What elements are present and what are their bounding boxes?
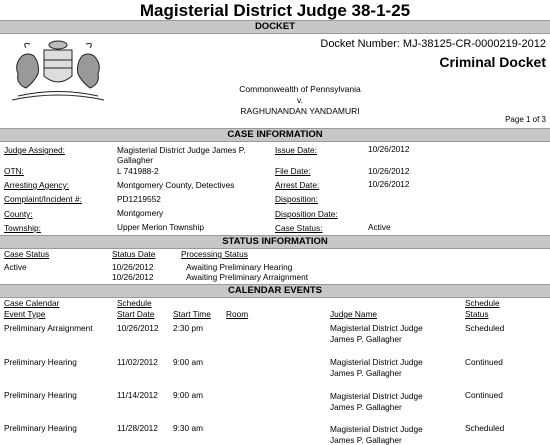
status-case-status-value: Active bbox=[4, 262, 27, 272]
otn-label: OTN: bbox=[4, 166, 24, 176]
file-date-label: File Date: bbox=[275, 166, 311, 176]
col-room: Room bbox=[226, 309, 249, 319]
complaint-value: PD1219552 bbox=[117, 194, 161, 204]
col-case-status: Case Status bbox=[4, 249, 50, 259]
event-judge: Magisterial District Judge bbox=[330, 424, 423, 434]
township-value: Upper Merion Township bbox=[117, 222, 205, 232]
page-title: Magisterial District Judge 38-1-25 bbox=[139, 1, 411, 20]
event-judge-name: James P. Gallagher bbox=[330, 402, 402, 412]
event-date: 10/26/2012 bbox=[117, 323, 159, 333]
arresting-agency-value: Montgomery County, Detectives bbox=[117, 180, 235, 190]
event-judge: Magisterial District Judge bbox=[330, 323, 423, 333]
status-row-date: 10/26/2012 bbox=[112, 262, 154, 272]
event-type: Preliminary Arraignment bbox=[4, 323, 93, 333]
col-processing-status: Processing Status bbox=[181, 249, 248, 259]
event-status: Continued bbox=[465, 390, 503, 400]
event-judge: Magisterial District Judge bbox=[330, 357, 423, 367]
file-date-value: 10/26/2012 bbox=[368, 166, 410, 176]
disposition-date-label: Disposition Date: bbox=[275, 209, 338, 219]
col-start-date: Start Date bbox=[117, 309, 155, 319]
township-label: Township: bbox=[4, 223, 41, 233]
calendar-events-header: CALENDAR EVENTS bbox=[0, 284, 550, 298]
caption-defendant: RAGHUNANDAN YANDAMURI bbox=[240, 106, 360, 116]
col-case-calendar: Case Calendar bbox=[4, 298, 60, 308]
county-value: Montgomery bbox=[117, 208, 164, 218]
event-date: 11/28/2012 bbox=[117, 423, 158, 433]
status-row-status: Awaiting Preliminary Hearing bbox=[186, 262, 293, 272]
col-schedule-status: Schedule bbox=[465, 298, 500, 308]
docket-number: Docket Number: MJ-38125-CR-0000219-2012 bbox=[320, 38, 546, 50]
event-judge: Magisterial District Judge bbox=[330, 391, 423, 401]
county-label: County: bbox=[4, 209, 33, 219]
event-status: Scheduled bbox=[465, 423, 505, 433]
event-judge-name: James P. Gallagher bbox=[330, 435, 402, 445]
event-type: Preliminary Hearing bbox=[4, 390, 77, 400]
case-status-value: Active bbox=[368, 222, 391, 232]
judge-assigned-value: Magisterial District Judge James P. bbox=[117, 145, 246, 155]
col-status: Status bbox=[465, 309, 489, 319]
case-status-label: Case Status: bbox=[275, 223, 323, 233]
complaint-label: Complaint/Incident #: bbox=[4, 194, 82, 204]
col-judge-name: Judge Name bbox=[330, 309, 378, 319]
event-date: 11/02/2012 bbox=[117, 357, 158, 367]
event-type: Preliminary Hearing bbox=[4, 357, 77, 367]
arresting-agency-label: Arresting Agency: bbox=[4, 180, 70, 190]
caption-plaintiff: Commonwealth of Pennsylvania bbox=[239, 84, 361, 94]
page-number: Page 1 of 3 bbox=[505, 115, 546, 124]
event-status: Scheduled bbox=[465, 323, 505, 333]
event-time: 9:00 am bbox=[173, 390, 203, 400]
otn-value: L 741988-2 bbox=[117, 166, 159, 176]
event-type: Preliminary Hearing bbox=[4, 423, 77, 433]
arrest-date-value: 10/26/2012 bbox=[368, 179, 410, 189]
col-event-type: Event Type bbox=[4, 309, 46, 319]
status-row-status: Awaiting Preliminary Arraignment bbox=[186, 272, 309, 282]
docket-header: DOCKET bbox=[0, 20, 550, 34]
col-status-date: Status Date bbox=[112, 249, 156, 259]
col-start-time: Start Time bbox=[173, 309, 211, 319]
col-schedule: Schedule bbox=[117, 298, 152, 308]
event-judge-name: James P. Gallagher bbox=[330, 334, 402, 344]
case-information-header: CASE INFORMATION bbox=[0, 128, 550, 142]
caption-versus: v. bbox=[297, 95, 303, 105]
pennsylvania-seal-icon bbox=[4, 38, 112, 104]
status-information-header: STATUS INFORMATION bbox=[0, 235, 550, 249]
status-row-date: 10/26/2012 bbox=[112, 272, 154, 282]
docket-type: Criminal Docket bbox=[439, 54, 546, 70]
judge-assigned-value-cont: Gallagher bbox=[117, 155, 153, 165]
judge-assigned-label: Judge Assigned: bbox=[4, 145, 65, 155]
issue-date-value: 10/26/2012 bbox=[368, 144, 410, 154]
event-status: Continued bbox=[465, 357, 503, 367]
event-judge-name: James P. Gallagher bbox=[330, 368, 402, 378]
event-date: 11/14/2012 bbox=[117, 390, 158, 400]
disposition-label: Disposition: bbox=[275, 194, 318, 204]
event-time: 9:00 am bbox=[173, 357, 203, 367]
arrest-date-label: Arrest Date: bbox=[275, 180, 320, 190]
issue-date-label: Issue Date: bbox=[275, 145, 317, 155]
event-time: 2:30 pm bbox=[173, 323, 203, 333]
event-time: 9:30 am bbox=[173, 423, 203, 433]
